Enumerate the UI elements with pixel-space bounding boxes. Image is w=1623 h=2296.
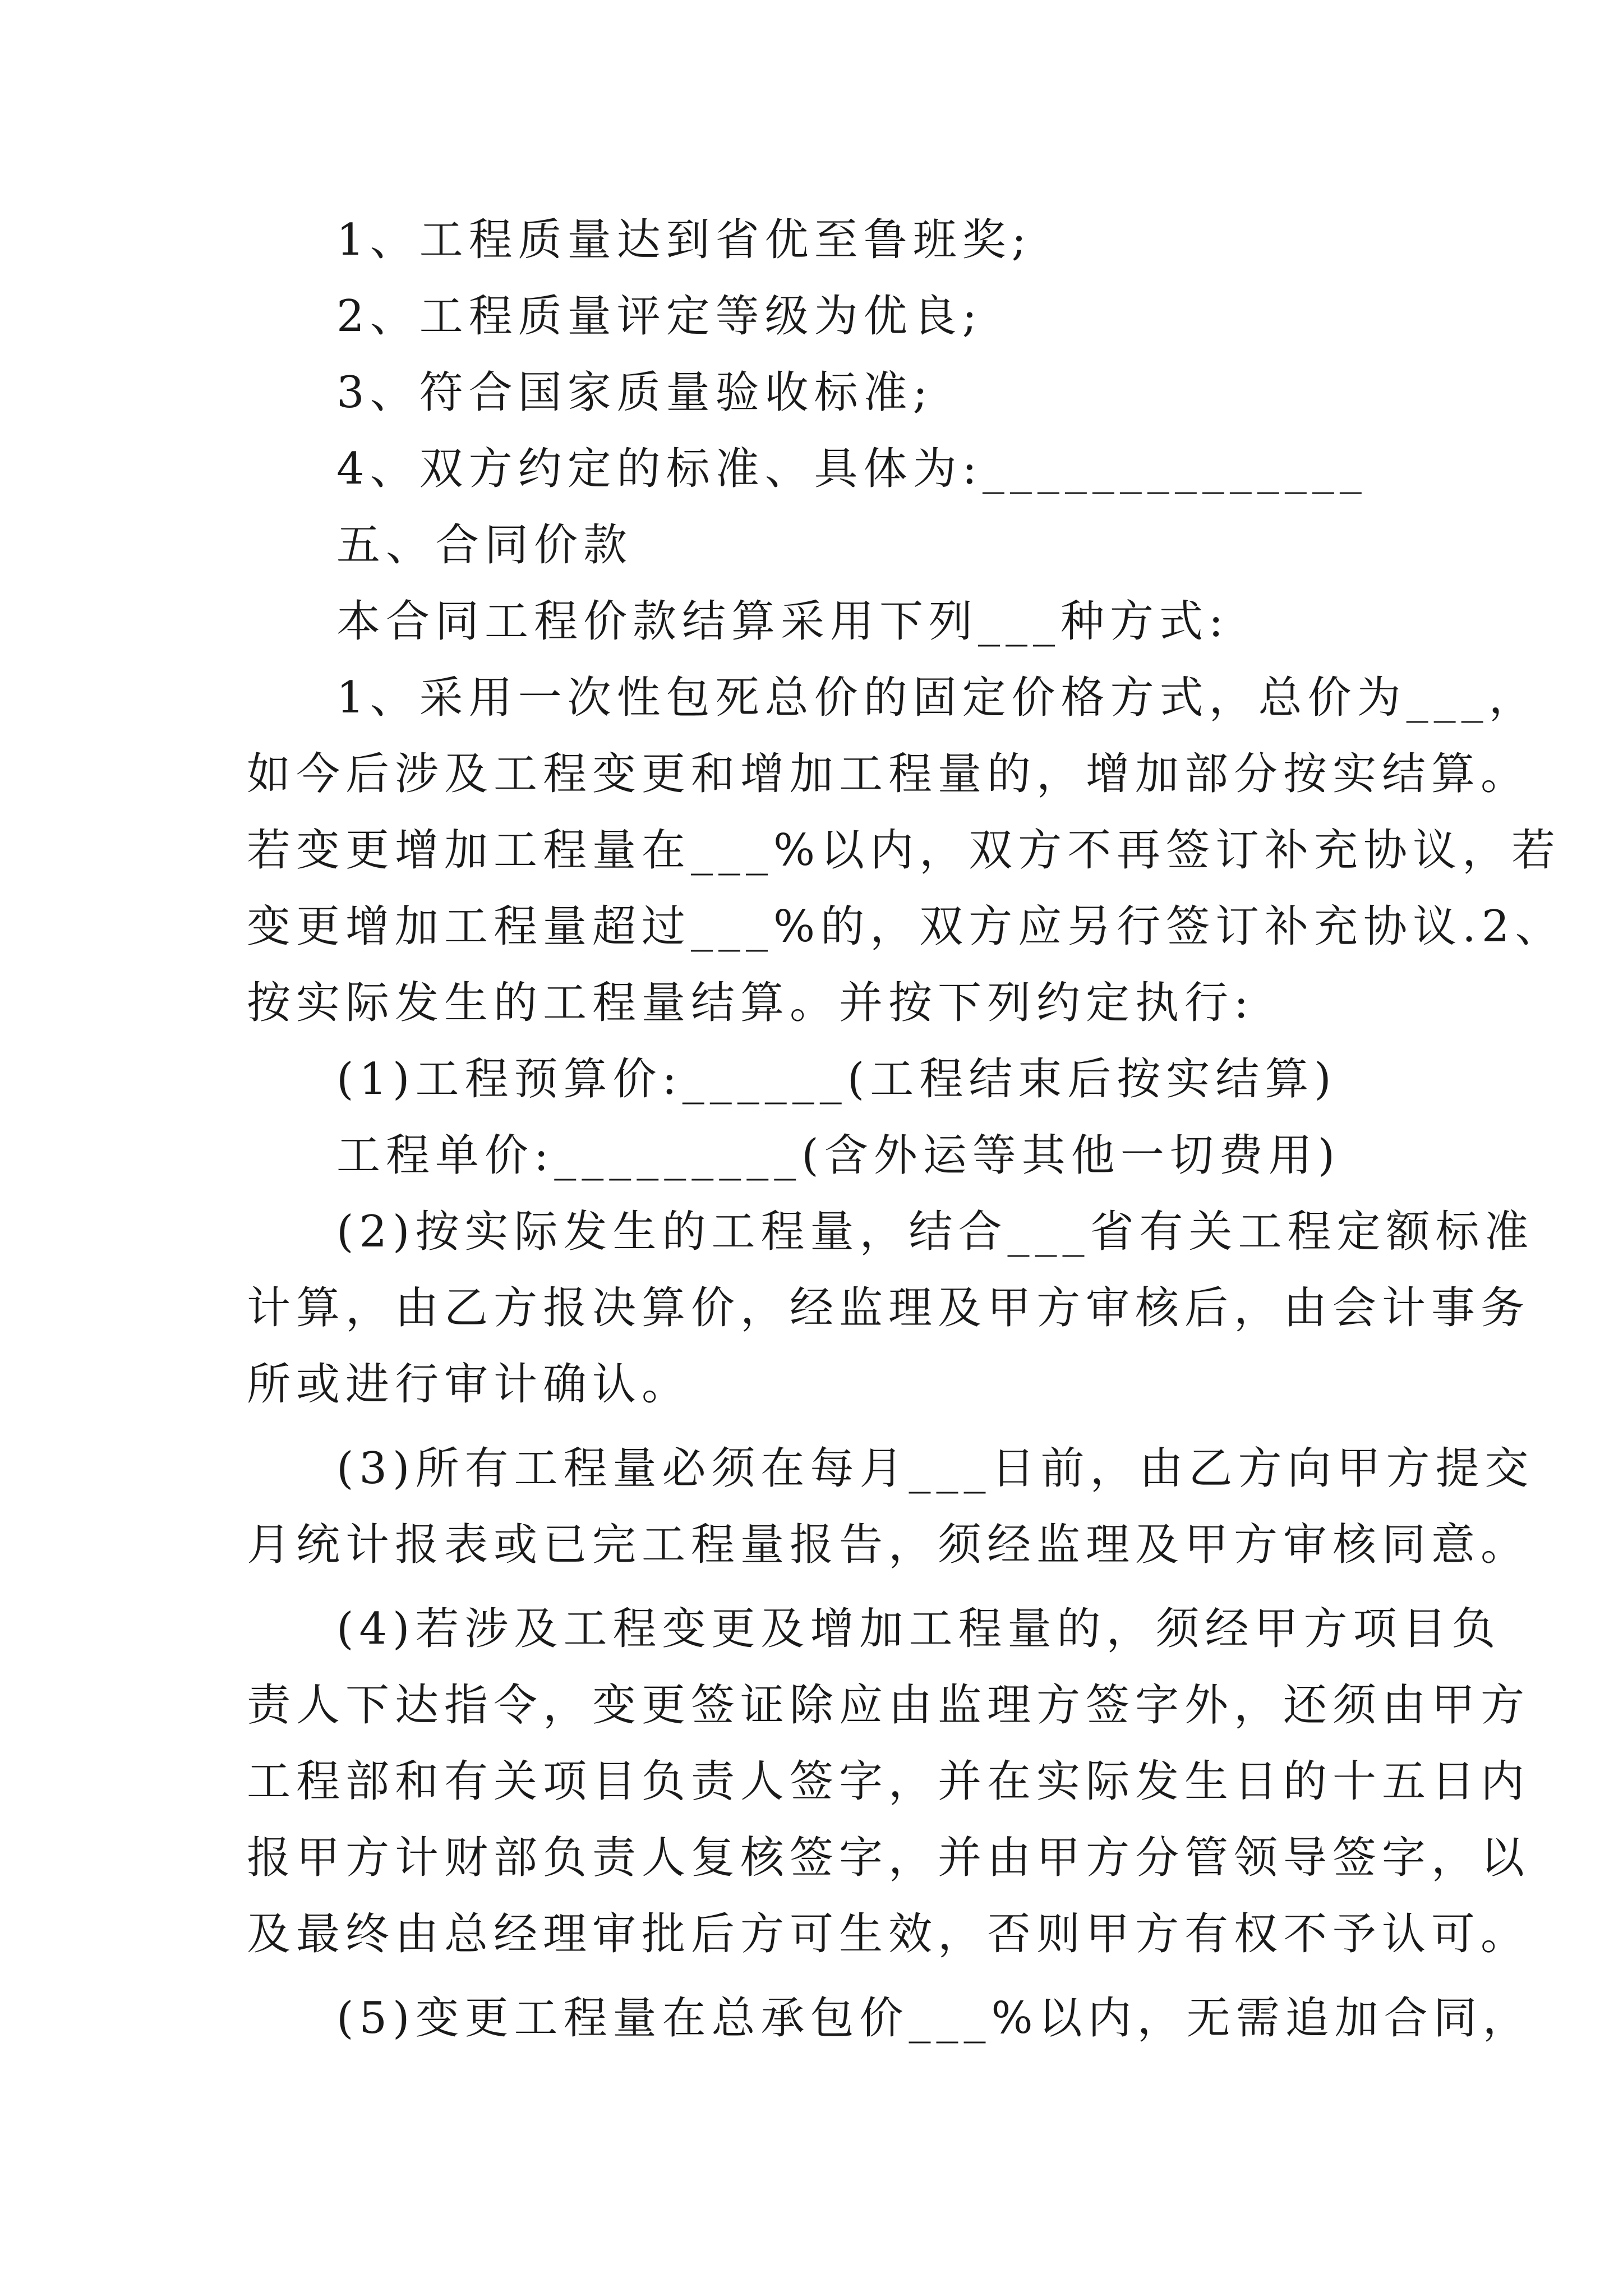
- text-line-8: 如今后涉及工程变更和增加工程量的，增加部分按实结算。: [247, 749, 1530, 799]
- text-line-1: 1、工程质量达到省优至鲁班奖;: [336, 215, 1032, 265]
- section-heading: 五、合同价款: [336, 520, 633, 570]
- text-line-22: 报甲方计财部负责人复核签字，并由甲方分管领导签字，以: [247, 1833, 1530, 1883]
- text-line-20: 责人下达指令，变更签证除应由监理方签字外，还须由甲方: [247, 1680, 1530, 1731]
- text-line-2: 2、工程质量评定等级为优良;: [336, 291, 983, 342]
- text-line-21: 工程部和有关项目负责人签字，并在实际发生日的十五日内: [247, 1756, 1530, 1807]
- text-line-24: (5)变更工程量在总承包价___%以内，无需追加合同，: [336, 1993, 1532, 2044]
- contract-text: [247, 202, 1565, 2056]
- text-line-14: (2)按实际发生的工程量，结合___省有关工程定额标准: [336, 1207, 1534, 1257]
- paragraph-gap: [247, 1583, 1402, 1591]
- text-line-16: 所或进行审计确认。: [247, 1359, 691, 1410]
- paragraph-gap: [247, 1423, 1402, 1430]
- text-line-3: 3、符合国家质量验收标准;: [336, 367, 933, 418]
- text-line-9: 若变更增加工程量在___%以内，双方不再签订补充协议，若: [247, 825, 1561, 876]
- text-line-17: (3)所有工程量必须在每月___日前，由乙方向甲方提交: [336, 1443, 1534, 1494]
- paragraph-gap: [247, 1972, 1402, 1980]
- text-line-13: 工程单价:_________(含外运等其他一切费用): [336, 1130, 1341, 1181]
- text-line-11: 按实际发生的工程量结算。并按下列约定执行:: [247, 978, 1255, 1028]
- text-line-12: (1)工程预算价:______(工程结束后按实结算): [336, 1054, 1337, 1105]
- text-line-15: 计算，由乙方报决算价，经监理及甲方审核后，由会计事务: [247, 1283, 1530, 1333]
- text-line-6: 本合同工程价款结算采用下列___种方式:: [336, 596, 1229, 647]
- text-line-10: 变更增加工程量超过___%的，双方应另行签订补充协议.2、: [247, 901, 1565, 952]
- text-line-4: 4、双方约定的标准、具体为:______________: [336, 444, 1367, 494]
- text-line-18: 月统计报表或已完工程量报告，须经监理及甲方审核同意。: [247, 1520, 1530, 1570]
- text-line-23: 及最终由总经理审批后方可生效，否则甲方有权不予认可。: [247, 1909, 1530, 1959]
- text-line-7: 1、采用一次性包死总价的固定价格方式，总价为___，: [336, 673, 1538, 723]
- text-line-19: (4)若涉及工程变更及增加工程量的，须经甲方项目负: [336, 1604, 1501, 1654]
